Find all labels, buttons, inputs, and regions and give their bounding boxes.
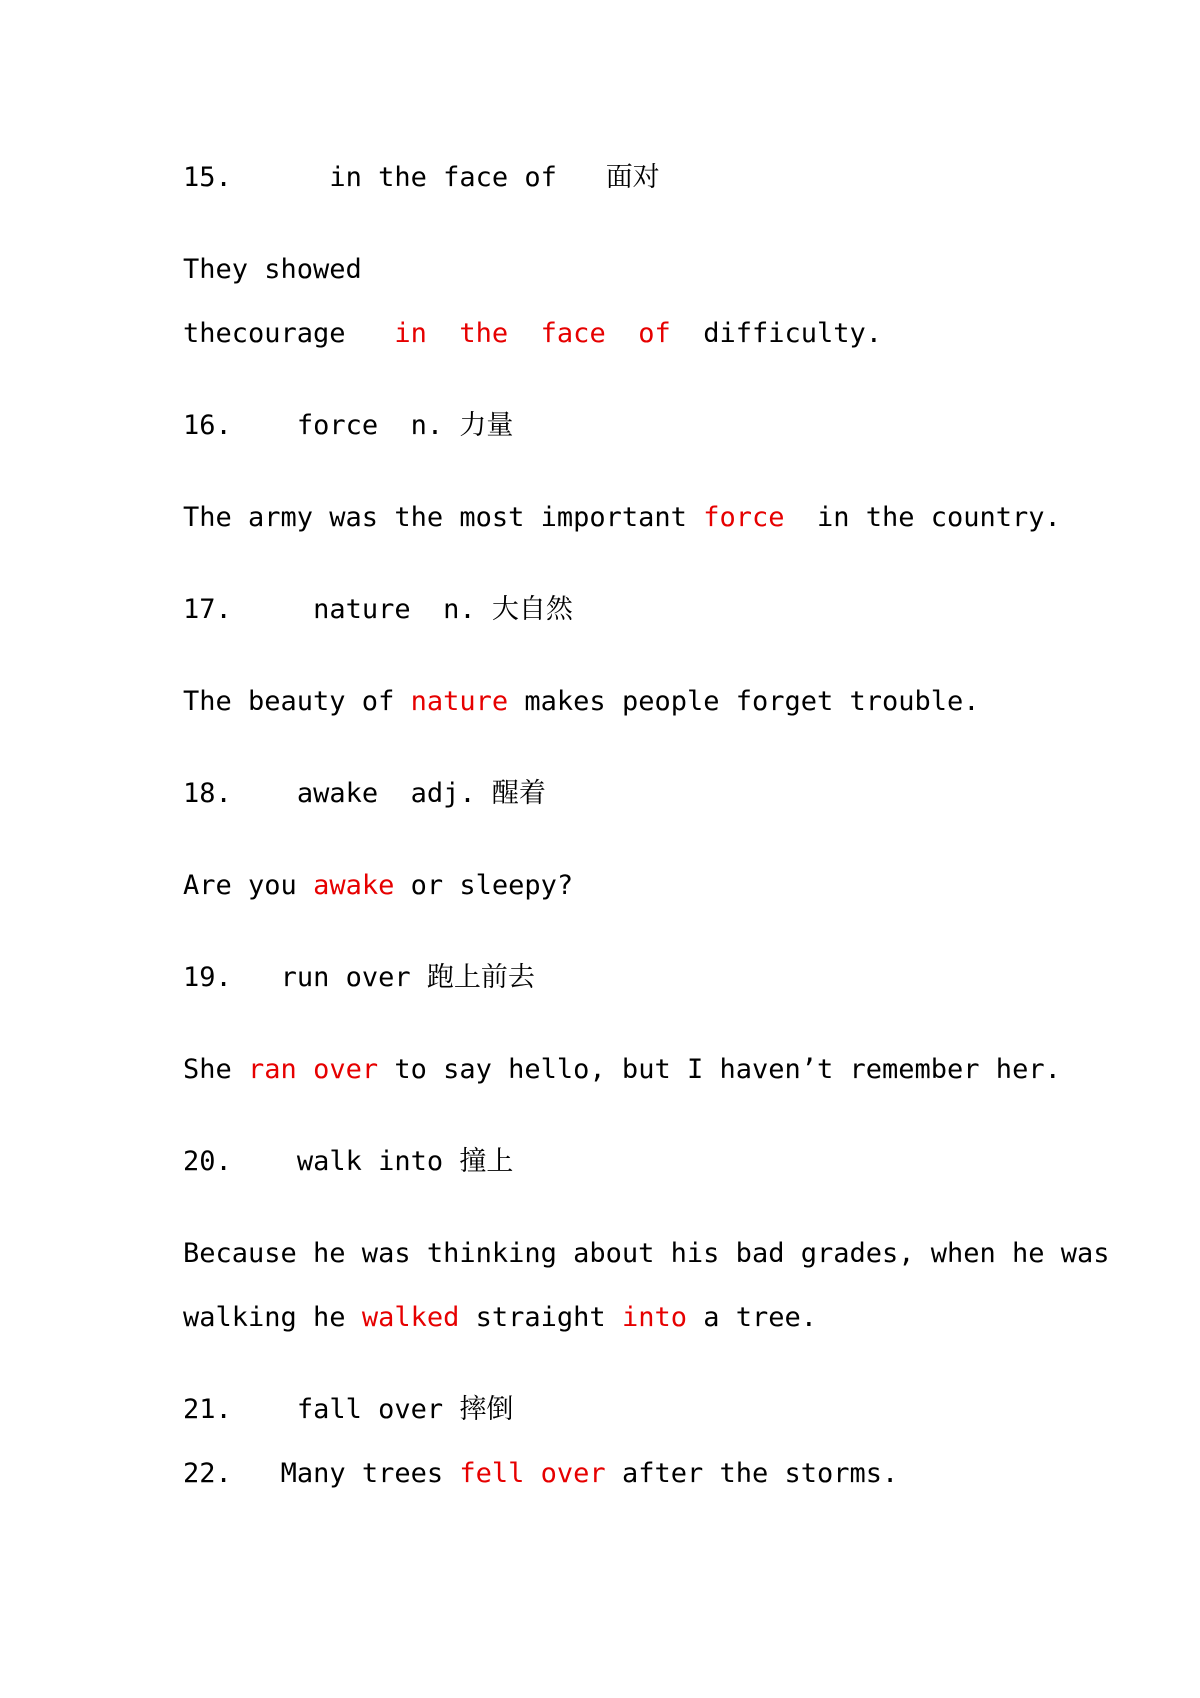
entry-term: force [296, 410, 379, 441]
entry-15-example-line2: thecourage in the face of difficulty. [183, 318, 883, 349]
entry-19-heading [183, 960, 535, 996]
entry-number: 18. [183, 778, 232, 809]
entry-number: 16. [183, 410, 232, 441]
highlight-word: into [621, 1302, 687, 1333]
entry-meaning: 力量 [459, 410, 514, 441]
entry-meaning: 面对 [605, 162, 660, 193]
entry-20-example-line1: Because he was thinking about his bad grades, when he was [183, 1238, 1110, 1269]
entry-17-heading [183, 592, 573, 628]
entry-20-example-line2: walking he walked straight into a tree. [183, 1302, 818, 1333]
entry-pos: adj. [410, 778, 476, 809]
highlight-word: ran over [248, 1054, 379, 1085]
entry-18-example: Are you awake or sleepy? [183, 870, 574, 901]
entry-meaning: 大自然 [491, 594, 573, 625]
entry-meaning: 摔倒 [459, 1394, 514, 1425]
entry-21-heading [183, 1392, 513, 1428]
entry-number: 17. [183, 594, 232, 625]
entry-number: 20. [183, 1146, 232, 1177]
entry-number: 15. [183, 162, 232, 193]
entry-number: 21. [183, 1394, 232, 1425]
entry-meaning: 醒着 [491, 778, 546, 809]
entry-meaning: 跑上前去 [426, 962, 535, 993]
highlight-word: of [638, 318, 671, 349]
entry-term: nature [313, 594, 411, 625]
entry-20-heading [183, 1144, 513, 1180]
entry-15-heading [183, 160, 660, 196]
entry-term: walk into [296, 1146, 444, 1177]
entry-22-line: 22. Many trees fell over after the storms. [183, 1458, 899, 1489]
entry-15-example-line1: They showed [183, 254, 362, 285]
highlight-word: face [540, 318, 606, 349]
entry-term: in the face of [329, 162, 557, 193]
entry-term: awake [296, 778, 379, 809]
highlight-word: force [703, 502, 785, 533]
highlight-word: nature [410, 686, 509, 717]
highlight-word: awake [313, 870, 395, 901]
entry-17-example: The beauty of nature makes people forget trouble. [183, 686, 980, 717]
entry-term: fall over [296, 1394, 444, 1425]
entry-19-example: She ran over to say hello, but I haven’t remember her. [183, 1054, 1061, 1085]
entry-16-example: The army was the most important force in the country. [183, 502, 1061, 533]
highlight-word: fell over [459, 1458, 606, 1489]
entry-number: 19. [183, 962, 232, 993]
entry-meaning: 撞上 [459, 1146, 514, 1177]
highlight-word: walked [361, 1302, 460, 1333]
highlight-word: in [394, 318, 427, 349]
entry-term: run over [280, 962, 411, 993]
highlight-word: the [459, 318, 509, 349]
entry-pos: n. [410, 410, 444, 441]
entry-18-heading [183, 776, 546, 812]
entry-16-heading [183, 408, 513, 444]
entry-pos: n. [443, 594, 476, 625]
entry-number: 22. [183, 1458, 232, 1489]
